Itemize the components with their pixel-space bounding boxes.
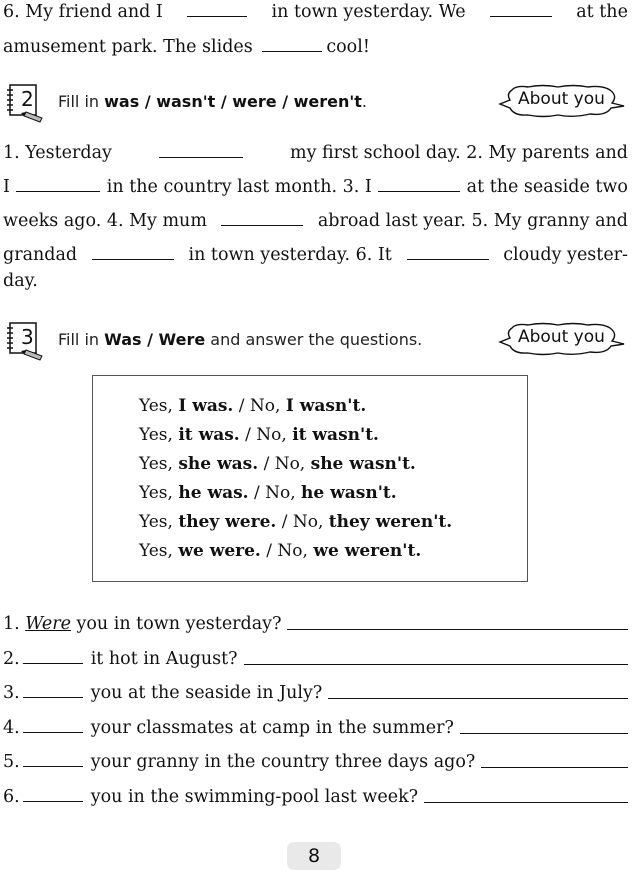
instruction-keywords: Was / Were	[104, 330, 206, 349]
exercise-2-heading	[4, 82, 628, 122]
about-you-badge	[498, 82, 628, 120]
answer-blank[interactable]	[23, 800, 83, 802]
question-number: 5.	[3, 752, 20, 772]
answer-line[interactable]	[244, 663, 628, 665]
short-answer	[139, 512, 452, 532]
answer-blank[interactable]	[23, 696, 83, 698]
ex2-text: at the seaside two	[466, 177, 628, 197]
badge-text: About you	[518, 327, 605, 347]
page-number: 8	[287, 842, 341, 870]
answer-bold: they were.	[178, 512, 277, 532]
ex2-line-2	[3, 177, 628, 197]
ex2-text: 1. Yesterday	[3, 143, 112, 163]
ex2-line-4	[3, 245, 628, 265]
ex1-text: 6. My friend and I	[3, 2, 163, 22]
ex1-text: cool!	[326, 37, 370, 57]
answer-bold: I wasn't.	[285, 396, 367, 416]
question-number: 4.	[3, 718, 20, 738]
question-text: you in the swimming-pool last week?	[90, 787, 419, 807]
short-answer	[139, 483, 397, 503]
answer-bold: they weren't.	[328, 512, 453, 532]
ex2-text: in town yesterday. 6. It	[188, 245, 392, 265]
ex2-line-1	[3, 143, 628, 163]
question-2	[3, 649, 628, 669]
answer-text: Yes,	[139, 396, 173, 416]
answer-blank[interactable]	[23, 662, 83, 664]
answer-blank[interactable]	[23, 765, 83, 767]
short-answer	[139, 541, 421, 561]
ex2-text: in the country last month. 3. I	[106, 177, 372, 197]
answer-bold: she wasn't.	[310, 454, 416, 474]
exercise-number: 2	[21, 87, 34, 111]
instruction-keywords: was / wasn't / were / weren't	[104, 92, 362, 111]
answer-blank[interactable]	[159, 156, 243, 158]
short-answer	[139, 425, 379, 445]
question-text: it hot in August?	[90, 649, 238, 669]
ex2-text: day.	[3, 271, 38, 291]
answer-text: / No,	[266, 541, 308, 561]
answer-line[interactable]	[481, 766, 628, 768]
question-text: you at the seaside in July?	[90, 683, 323, 703]
question-number: 6.	[3, 787, 20, 807]
exercise-instruction	[58, 92, 367, 111]
ex2-text: I	[3, 177, 10, 197]
answer-blank[interactable]	[23, 731, 83, 733]
answer-text: / No,	[238, 396, 281, 416]
instruction-text: Fill in	[58, 92, 100, 111]
answer-bold: she was.	[178, 454, 259, 474]
answer-text: / No,	[263, 454, 306, 474]
question-1	[3, 614, 628, 634]
answer-blank[interactable]	[221, 224, 303, 226]
answer-text: Yes,	[139, 425, 173, 445]
answer-line[interactable]	[328, 697, 628, 699]
answer-bold: it was.	[178, 425, 240, 445]
answer-blank[interactable]	[92, 258, 174, 260]
answer-text: Yes,	[139, 512, 173, 532]
ex2-line-5	[3, 271, 628, 291]
question-5	[3, 752, 628, 772]
exercise-number: 3	[21, 325, 34, 349]
answer-blank[interactable]	[187, 15, 247, 17]
exercise-instruction	[58, 330, 422, 349]
answer-bold: it wasn't.	[292, 425, 379, 445]
answer-bold: I was.	[178, 396, 234, 416]
answer-bold: we weren't.	[313, 541, 422, 561]
ex2-text: weeks ago. 4. My mum	[3, 211, 207, 231]
question-6	[3, 787, 628, 807]
ex2-text: abroad last year. 5. My granny and	[317, 211, 628, 231]
ex2-text: cloudy yester-	[503, 245, 628, 265]
answer-blank[interactable]	[407, 258, 489, 260]
short-answer	[139, 454, 416, 474]
answer-text: Yes,	[139, 483, 173, 503]
ex1-text: in town yesterday. We	[271, 2, 466, 22]
instruction-text: Fill in	[58, 330, 100, 349]
answer-bold: he wasn't.	[301, 483, 397, 503]
question-text: you in town yesterday?	[76, 614, 282, 634]
about-you-badge	[498, 320, 628, 358]
instruction-text: .	[361, 92, 368, 111]
answer-line[interactable]	[424, 801, 628, 803]
question-4	[3, 718, 628, 738]
question-text: your granny in the country three days ago?	[90, 752, 476, 772]
answer-blank[interactable]	[378, 190, 460, 192]
ex2-text: my first school day. 2. My parents and	[289, 143, 628, 163]
ex1-text: amusement park. The slides	[3, 37, 253, 57]
answer-bold: we were.	[178, 541, 261, 561]
question-number: 3.	[3, 683, 20, 703]
example-answer: Were	[25, 614, 71, 634]
instruction-text: and answer the questions.	[210, 330, 423, 349]
badge-text: About you	[518, 89, 605, 109]
answer-line[interactable]	[287, 628, 628, 630]
answer-text: / No,	[253, 483, 296, 503]
question-text: your classmates at camp in the summer?	[90, 718, 454, 738]
answer-bold: he was.	[178, 483, 249, 503]
question-number: 1.	[3, 614, 20, 634]
question-number: 2.	[3, 649, 20, 669]
answer-blank[interactable]	[490, 15, 552, 17]
answer-line[interactable]	[460, 732, 628, 734]
question-3	[3, 683, 628, 703]
ex1-line-1	[3, 2, 628, 22]
ex1-text: at the	[576, 2, 628, 22]
ex2-text: grandad	[3, 245, 78, 265]
answer-text: Yes,	[139, 541, 173, 561]
ex2-line-3	[3, 211, 628, 231]
short-answer	[139, 396, 366, 416]
answer-text: / No,	[281, 512, 324, 532]
answer-text: / No,	[245, 425, 287, 445]
ex1-line-2	[3, 37, 628, 57]
answer-text: Yes,	[139, 454, 173, 474]
short-answers-box	[92, 375, 528, 582]
exercise-3-heading	[4, 320, 628, 360]
answer-blank[interactable]	[262, 50, 322, 52]
answer-blank[interactable]	[16, 190, 100, 192]
